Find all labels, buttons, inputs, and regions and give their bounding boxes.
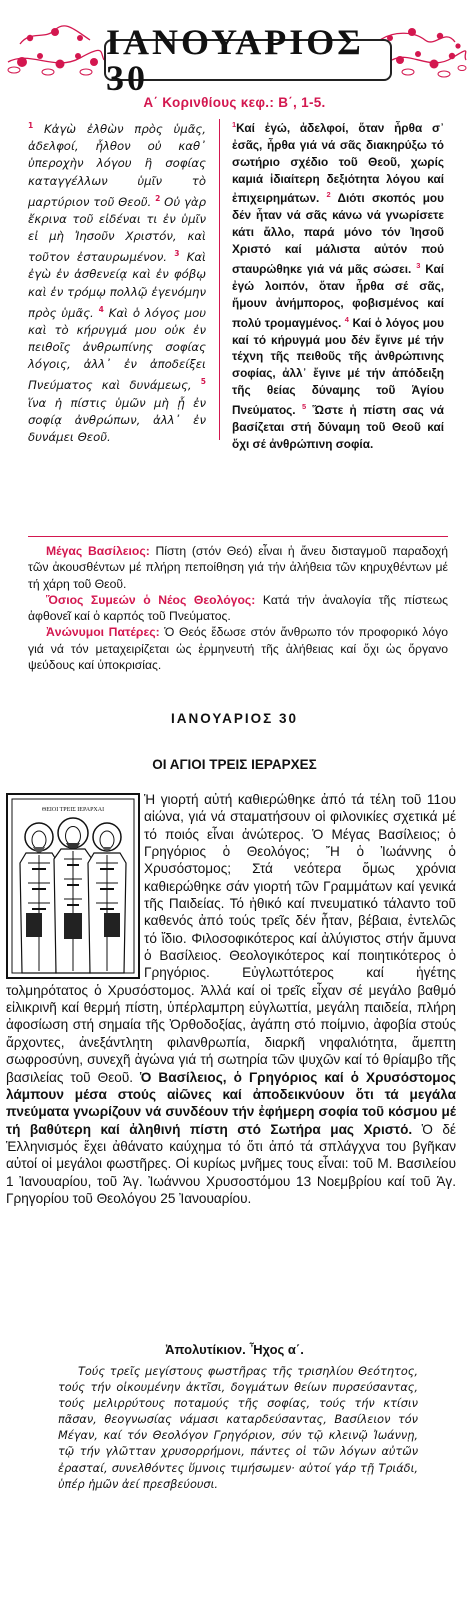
fathers-commentary bbox=[28, 543, 448, 673]
month-title-box bbox=[104, 22, 392, 98]
icon-caption: ΘΕΙΟΙ ΤΡΕΙΣ ΙΕΡΑΡΧΑΙ bbox=[41, 807, 105, 813]
verse-5-translation: $^5$ Ὥστε ἡ πίστη σας νά βασίζεται στή δύναμη τοῦ Θεοῦ καί ὄχι σέ ἀνθρώπινη σοφία. bbox=[232, 402, 444, 451]
feast-title: ΟΙ ΑΓΙΟΙ ΤΡΕΙΣ ΙΕΡΑΡΧΕΣ bbox=[152, 757, 317, 772]
verse-4-translation: $^4$ Καί ὁ λόγος μου καί τό κήρυγμά μου δέν ἔγινε μέ τήν τέχνη τῆς πειθοῦς τῆς ἀνθρώπινης σοφίας, ἀλλ᾽ ἔγινε μέ τήν ἀπόδειξη τῆς θείας δύναμης τοῦ Ἁγίου Πνεύματος. bbox=[232, 314, 444, 418]
feast-date: ΙΑΝΟΥΑΡΙΟΣ 30 bbox=[170, 711, 299, 726]
verse-1-original: $^1$ Κἀγὼ ἐλθὼν πρὸς ὑμᾶς, ἀδελφοί, ἦλθον οὐ καθ᾽ ὑπεροχὴν λόγου ἢ σοφίας καταγγέλλων ὑμῖν τὸ μαρτύριον τοῦ Θεοῦ. bbox=[28, 121, 206, 209]
reading-translation-column bbox=[232, 117, 444, 453]
verse-5-original: $^5$ ἵνα ἡ πίστις ὑμῶν μὴ ᾖ ἐν σοφίᾳ ἀνθρώπων, ἀλλ᾽ ἐν δυνάμει Θεοῦ. bbox=[28, 377, 207, 444]
commentary-divider bbox=[28, 536, 448, 537]
three-hierarchs-icon bbox=[6, 793, 140, 979]
verse-3-original: $^3$ Καὶ ἐγὼ ἐν ἀσθενείᾳ καὶ ἐν φόβῳ καὶ ἐν τρόμῳ πολλῷ ἐγενόμην πρὸς ὑμᾶς. bbox=[28, 249, 206, 320]
reading-title: Α΄ Κορινθίους κεφ.: Β΄, 1-5. bbox=[143, 95, 326, 110]
header-banner bbox=[0, 0, 469, 98]
verse-2-translation: $^2$ Διότι σκοπός μου δέν ἦταν νά σᾶς κάνω νά γνωρίσετε κάτι ἄλλο, παρά μόνο τόν Ἰησοῦ Χριστό καί μάλιστα αὐτόν πού σταυρώθηκε γιά νά μᾶς σώσει. bbox=[232, 190, 444, 277]
commentary-entry: Ὅσιος Συμεών ὁ Νέος Θεολόγος: Κατά τήν ἀναλογία τῆς πίστεως ἀφθονεῖ καί ὁ καρπός τοῦ Πνεύματος. bbox=[28, 592, 448, 624]
apolytikion-text: Τούς τρεῖς μεγίστους φωστῆρας τῆς τρισηλίου Θεότητος, τούς τήν οἰκουμένην ἀκτῖσι, δογμάτων θείων πυρσεύσαντας, τούς μελιρρύτους ποταμούς τῆς σοφίας, τούς τήν κτίσιν πᾶσαν, θεογνωσίας νάμασι καταρδεύσαντας, Βασίλειον τόν Μέγαν, καί τόν Θεολόγον Γρηγόριον, σύν τῷ κλεινῷ Ἰωάννῃ, τῷ τήν γλῶτταν χρυσορρήμονι, πάντες οἱ τῶν λόγων αὐτῶν ἐρασταί, συνελθόντες ὕμνοις τιμήσωμεν· αὐτοί γάρ τῇ Τριάδι, ὑπέρ ἡμῶν ἀεί πρεσβεύουσι. bbox=[58, 1365, 418, 1491]
reading-original-column bbox=[28, 117, 206, 446]
month-title: ΙΑΝΟΥΑΡΙΟΣ 30 bbox=[106, 22, 364, 98]
commentary-entry: Ἀνώνυμοι Πατέρες: Ὁ Θεός ἔδωσε στόν ἄνθρωπο τόν προφορικό λόγο γιά νά τόν μεταχειρίζεται ὡς ἑρμηνευτή τῆς ἀλήθειας καί ὄχι ὡς ὄργανο ψεύδους καί ὑποκρισίας. bbox=[28, 625, 448, 673]
saint-center-figure bbox=[54, 818, 92, 973]
feast-paragraph: Ἡ γιορτή αὐτή καθιερώθηκε ἀπό τά τέλη τοῦ 11ου αἰώνα, γιά νά σταματήσουν οἱ φιλονικίες σχετικά μέ τό ποιός εἶναι ἀνώτερος. Ὁ Μέγας Βασίλειος; ὁ Γρηγόριος ὁ Θεολόγος; Ἤ ὁ Ἰωάννης ὁ Χρυσόστομος; Στά νεότερα ὅμως χρόνια καθιερώθηκε σάν γιορτή τῶν Γραμμάτων καί γενικά τῆς Παιδείας. Τό ἠθικό καί πνευματικό τάλαντο τοῦ καθενός ἀπό τούς τρεῖς δέν ἦταν, βέβαια, ἐντελῶς τό ἴδιο. Φιλοσοφικότερος καί ἀλύγιστος στήν ἄμυνα ὁ Βασίλειος. Θεολογικότερος καί ποιητικότερος ὁ Γρηγόριος. Εὐγλωττότερος καί ἡγέτης τολμηρότατος ὁ Χρυσόστομος. Ἀλλά καί οἱ τρεῖς εἶχαν σέ μεγάλο βαθμό εἰλικρινῆ καί θερμή πίστη, ὑπέρλαμπρη εὐγλωττία, μεγάλη παιδεία, πλήρη ἀφοσίωση στή σημαία τῆς Ὀρθοδοξίας, ἀγάπη στό ποίμνιο, ἀφοβία στούς ἄρχοντες, ἀνεξάντλητη φιλανθρωπία, διαρκῆ νηφαλιότητα, ἄμεπτη σωφροσύνη, συνεχῆ ἀγώνα γιά τή σωτηρία τῶν ψυχῶν καί τό θρίαμβο τῆς βασιλείας τοῦ Θεοῦ. Ὁ Βασίλειος, ὁ Γρηγόριος καί ὁ Χρυσόστομος λάμπουν μέσα στούς αἰῶνες καί ἀποδεικνύουν ὅτι τά μεγάλα πνεύματα γνωρίζουν νά συνδέουν τήν ἐφήμερη σοφία τοῦ κόσμου μέ τή βαθύτερη καί ἀληθινή πίστη στό Σωτήρα μας Χριστό. Ὁ δέ Ἑλληνισμός ἔχει ἀθάνατο καύχημα τό ὅτι ἀπό τά σπλάγχνα του βγῆκαν αὐτοί οἱ μεγάλοι φωστῆρες. Οἱ κυρίως μνῆμες τους εἶναι: τοῦ Μ. Βασιλείου 1 Ἰανουαρίου, τοῦ Ἁγ. Ἰωάννου Χρυσοστόμου 13 Νοεμβρίου καί τοῦ Ἁγ. Γρηγορίου τοῦ Θεολόγου 25 Ἰανουαρίου. bbox=[6, 792, 456, 1206]
verse-3-translation: $^3$ Καί ἐγώ λοιπόν, ὅταν ἦρθα σέ σᾶς, ἤμουν ἀνήμπορος, φοβισμένος καί πολύ τρομαγμένος. bbox=[232, 261, 444, 330]
apolytikion-hymn bbox=[58, 1364, 418, 1493]
verse-1-translation: $^1$Καί ἐγώ, ἀδελφοί, ὅταν ἦρθα σ᾽ ἐσᾶς, ἦρθα γιά νά σᾶς διακηρύξω τό σωτήριο σχέδιο τοῦ Θεοῦ, χωρίς καμιά ἰδιαίτερη δεξιότητα λόγου καί ἐπιχειρημάτων. bbox=[232, 120, 444, 206]
verse-2-original: $^2$ Οὐ γὰρ ἔκρινα τοῦ εἰδέναι τι ἐν ὑμῖν εἰ μὴ Ἰησοῦν Χριστόν, καὶ τοῦτον ἐσταυρωμένον. bbox=[28, 193, 207, 265]
commentary-entry: Μέγας Βασίλειος: Πίστη (στόν Θεό) εἶναι ἡ ἄνευ δισταγμοῦ παραδοχή τῶν ἀκουσθέντων μέ πλήρη πεποίθηση γιά τήν ἀλήθεια τῶν κηρυχθέντων μέ τή χάρη τοῦ Θεοῦ. bbox=[28, 544, 448, 591]
apolytikion-title: Ἀπολυτίκιον. Ἦχος α΄. bbox=[165, 1342, 304, 1357]
verse-4-original: $^4$ Καὶ ὁ λόγος μου καὶ τὸ κήρυγμά μου οὐκ ἐν πειθοῖς ἀνθρωπίνης σοφίας λόγοις, ἀλλ᾽ ἐν ἀποδείξει Πνεύματος καὶ δυνάμεως, bbox=[28, 304, 206, 393]
column-divider bbox=[219, 119, 220, 440]
